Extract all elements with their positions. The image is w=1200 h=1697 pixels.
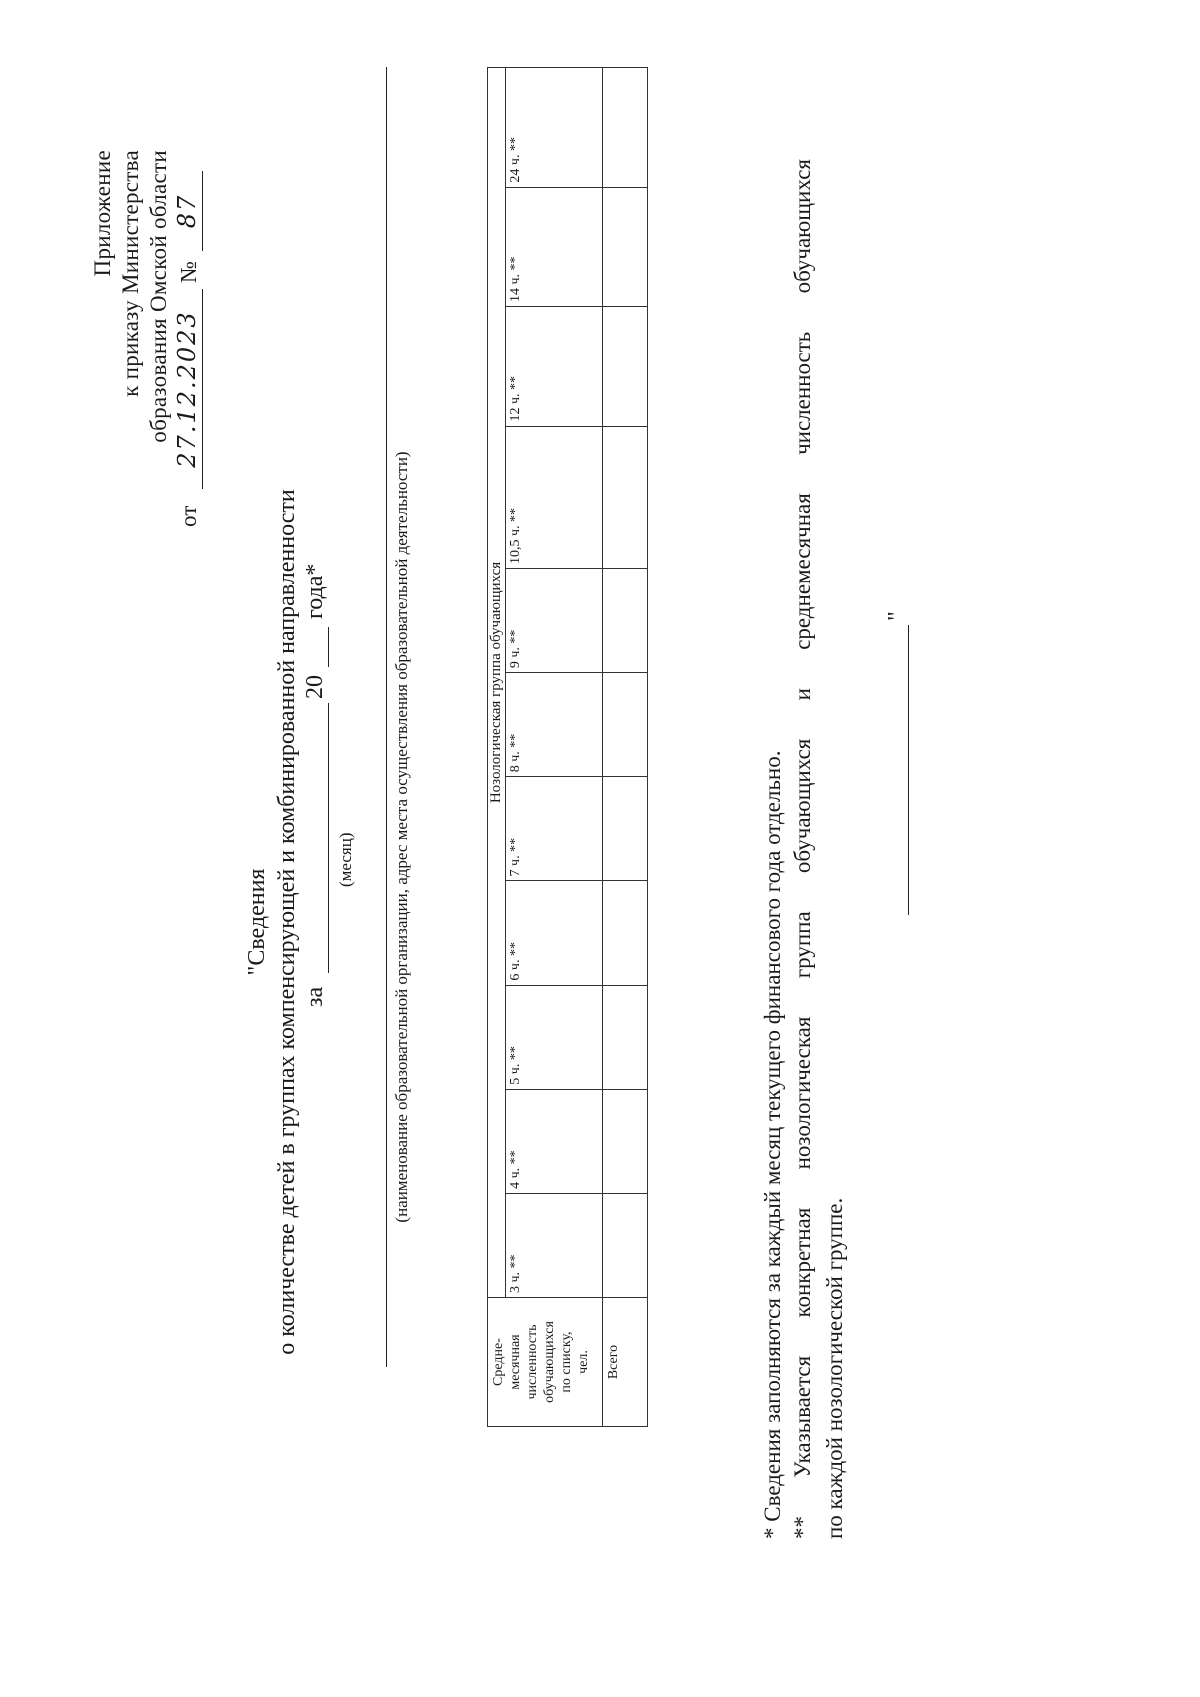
year-prefix: 20 (302, 675, 328, 699)
total-10-5h (603, 426, 648, 568)
total-6h (603, 881, 648, 985)
from-prefix: от (176, 505, 201, 527)
col-9h: 9 ч. ** (506, 569, 603, 673)
col-12h: 12 ч. ** (506, 307, 603, 426)
order-reference: к приказу Министерства (118, 150, 143, 397)
order-date-handwritten: 27.12.2023 (172, 289, 203, 489)
col-6h: 6 ч. ** (506, 881, 603, 985)
table-total-row (603, 68, 648, 1427)
closing-quote: " (884, 611, 910, 621)
footnote-1: * Сведения заполняются за каждый месяц текущего финансового года отдельно. (760, 750, 785, 1539)
col-3h: 3 ч. ** (506, 1193, 603, 1297)
total-3h (603, 1193, 648, 1297)
total-8h (603, 673, 648, 777)
col-8h: 8 ч. ** (506, 673, 603, 777)
total-label: Всего (603, 1298, 648, 1427)
number-sign: № (176, 261, 201, 283)
order-number-handwritten: 87 (172, 171, 203, 251)
period-prefix: за (302, 986, 328, 1007)
table-header-row (488, 68, 506, 1427)
total-7h (603, 777, 648, 881)
col-4h: 4 ч. ** (506, 1089, 603, 1193)
col-14h: 14 ч. ** (506, 187, 603, 306)
footnote-2: ** Указывается конкретная нозологическая группа обучающихся и среднемесячная численность обучающихся (790, 159, 815, 1539)
row-header-average-count: Средне- месячная численность обучающихся по списку, чел. (488, 1298, 603, 1427)
col-10-5h: 10,5 ч. ** (506, 426, 603, 568)
month-blank (306, 703, 329, 973)
appendix-label: Приложение (90, 150, 115, 277)
total-14h (603, 187, 648, 306)
statistics-table (487, 67, 648, 1427)
document-title: "Сведения (244, 868, 270, 976)
total-5h (603, 985, 648, 1089)
org-caption: (наименование образовательной организации, адрес места осуществления образовательной деятельности) (392, 451, 411, 1223)
ministry-name: образования Омской области (146, 150, 171, 443)
col-7h: 7 ч. ** (506, 777, 603, 881)
table-column-row (506, 68, 603, 1427)
year-blank (306, 627, 329, 667)
month-caption: (месяц) (336, 832, 355, 887)
total-24h (603, 68, 648, 188)
year-suffix: года* (302, 563, 328, 619)
closing-line (908, 625, 909, 915)
total-4h (603, 1089, 648, 1193)
total-9h (603, 569, 648, 673)
footnote-2-continued: по каждой нозологической группе. (822, 1197, 847, 1539)
col-5h: 5 ч. ** (506, 985, 603, 1089)
col-24h: 24 ч. ** (506, 68, 603, 188)
total-12h (603, 307, 648, 426)
document-subtitle: о количестве детей в группах компенсирующей и комбинированной направленности (274, 489, 300, 1355)
order-date-line (176, 506, 202, 527)
nosological-group-header: Нозологическая группа обучающихся (488, 68, 506, 1298)
org-name-line (386, 67, 387, 1367)
